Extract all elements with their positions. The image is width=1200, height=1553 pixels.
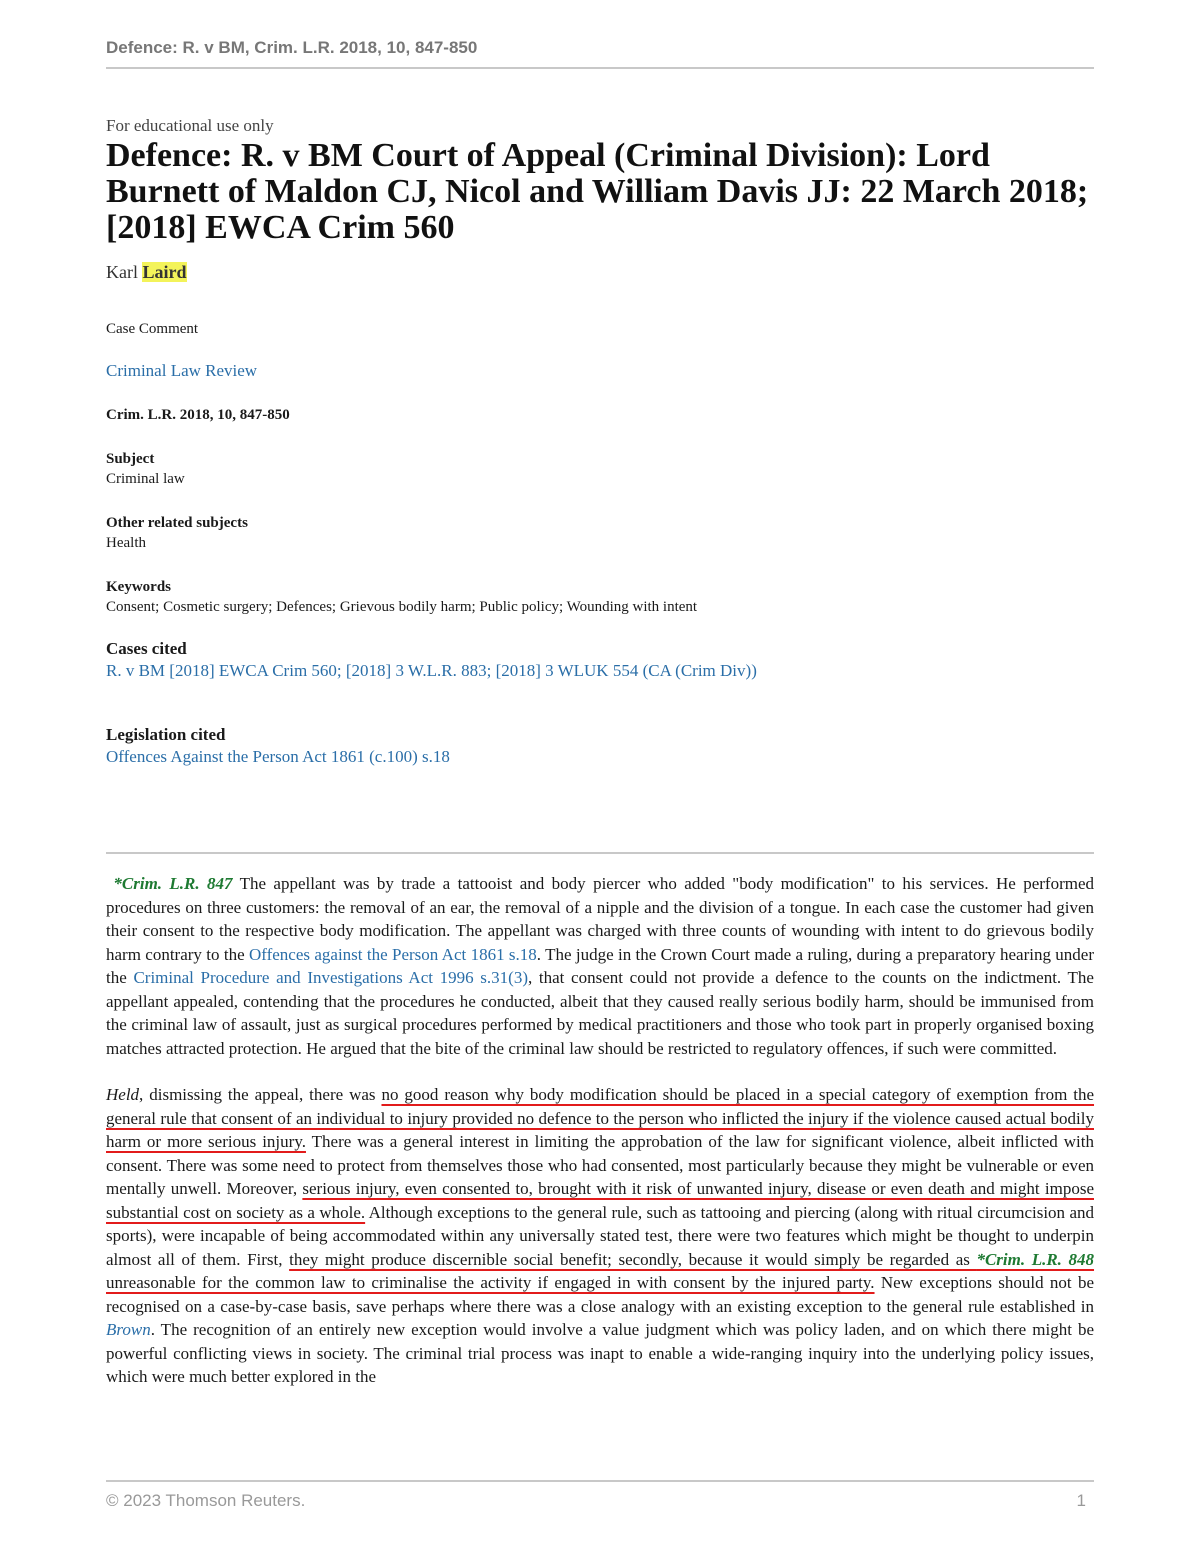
underlined-passage-2: serious injury, even consented to, brought with it risk of unwanted injury, disease or even death and might impose substantial cost on society as a whole.: [106, 1179, 1094, 1222]
paragraph-1: [106, 872, 1094, 1060]
copyright-notice: © 2023 Thomson Reuters.: [106, 1491, 306, 1510]
underlined-passage-3b: unreasonable for the common law to criminalise the activity if engaged in with consent by the injured party.: [106, 1273, 875, 1292]
paragraph-2: [106, 1083, 1094, 1389]
cases-cited-label: Cases cited: [106, 639, 187, 658]
cases-cited-link[interactable]: R. v BM [2018] EWCA Crim 560; [2018] 3 W.L.R. 883; [2018] 3 WLUK 554 (CA (Crim Div)): [106, 661, 757, 680]
citation: Crim. L.R. 2018, 10, 847-850: [106, 407, 290, 423]
brown-case-link[interactable]: Brown: [106, 1320, 151, 1339]
page-number: 1: [1076, 1491, 1086, 1510]
p2-text-4: New exceptions should not be recognised on a case-by-case basis, save perhaps where there was a close analogy with an existing exception to the general rule established in: [106, 1273, 1094, 1316]
legislation-cited-label: Legislation cited: [106, 725, 226, 744]
header-divider: [106, 67, 1094, 69]
author-first-name: Karl: [106, 262, 138, 282]
page-marker-848: *Crim. L.R. 848: [976, 1249, 1095, 1269]
p2-text-5: . The recognition of an entirely new exception would involve a value judgment which was policy laden, and on which there might be powerful conflicting views in society. The criminal trial process was inapt to enable a wide-ranging inquiry into the underlying policy issues, which were much better explored in the: [106, 1320, 1094, 1386]
p2-text-2: There was a general interest in limiting the approbation of the law for significant violence, albeit inflicted with consent. There was some need to protect from themselves those who had consented, most particularly because they might be vulnerable or even mentally unwell. Moreover,: [106, 1132, 1095, 1198]
journal-link[interactable]: Criminal Law Review: [106, 361, 258, 380]
document-title: Defence: R. v BM Court of Appeal (Criminal Division): Lord Burnett of Maldon CJ, Nicol and William Davis JJ: 22 March 2018; [2018] EWCA Crim 560: [106, 137, 1089, 246]
document-type: Case Comment: [106, 321, 199, 337]
keywords-label: Keywords: [106, 579, 171, 595]
page-marker-847: *Crim. L.R. 847: [113, 874, 233, 893]
body-divider: [106, 852, 1094, 854]
oapa-1861-link[interactable]: Offences against the Person Act 1861 s.18: [248, 944, 537, 964]
running-header: Defence: R. v BM, Crim. L.R. 2018, 10, 847-850: [106, 38, 478, 57]
p1-text-2: . The judge in the Crown Court made a ruling, during a preparatory hearing under the: [106, 944, 1095, 987]
other-subjects-value: Health: [106, 535, 146, 551]
keywords-value: Consent; Cosmetic surgery; Defences; Grievous bodily harm; Public policy; Wounding with intent: [106, 599, 698, 615]
p2-text-1: , dismissing the appeal, there was: [139, 1085, 382, 1104]
legislation-cited-link[interactable]: Offences Against the Person Act 1861 (c.100) s.18: [106, 747, 450, 766]
cpia-1996-link[interactable]: Criminal Procedure and Investigations Act 1996 s.31(3): [133, 968, 528, 987]
p1-text-1: The appellant was by trade a tattooist and body piercer who added "body modification" to his services. He performed procedures on three customers: the removal of an ear, the removal of a nipple and the division of a tongue. In each case the customer had given their consent to the respective body modification. The appellant was charged with three counts of wounding with intent to do grievous bodily harm contrary to the: [106, 874, 1094, 964]
other-subjects-label: Other related subjects: [106, 515, 248, 531]
subject-value: Criminal law: [106, 471, 185, 487]
author-last-name: Laird: [142, 262, 187, 282]
footer-divider: [106, 1480, 1094, 1482]
underlined-passage-1: no good reason why body modification should be placed in a special category of exemption from the general rule that consent of an individual to injury provided no defence to the person who inflicted the injury if the violence caused actual bodily harm or more serious injury.: [106, 1085, 1095, 1151]
educational-use-note: For educational use only: [106, 116, 274, 135]
held-word: Held: [106, 1085, 140, 1104]
page-footer: [106, 1491, 1094, 1511]
article-body: [106, 872, 1094, 1389]
p1-text-3: , that consent could not provide a defence to the counts on the indictment. The appellant appealed, contending that the procedures he conducted, albeit that they caused really serious bodily harm, should be immunised from the criminal law of assault, just as surgical procedures performed by medical practitioners and those who took part in properly organised boxing matches attracted protection. He argued that the bite of the criminal law should be restricted to regulatory offences, if such were committed.: [106, 968, 1094, 1058]
document-meta: [106, 116, 1094, 767]
p2-text-3: Although exceptions to the general rule, such as tattooing and piercing (along with ritual circumcision and sports), were incapable of being accommodated within any universally stated test, there were two features which might be thought to underpin almost all of them. First,: [106, 1202, 1094, 1269]
subject-label: Subject: [106, 451, 155, 467]
author: [106, 262, 1094, 283]
underlined-passage-3a: they might produce discernible social benefit; secondly, because it would simply be regarded as: [289, 1249, 977, 1269]
